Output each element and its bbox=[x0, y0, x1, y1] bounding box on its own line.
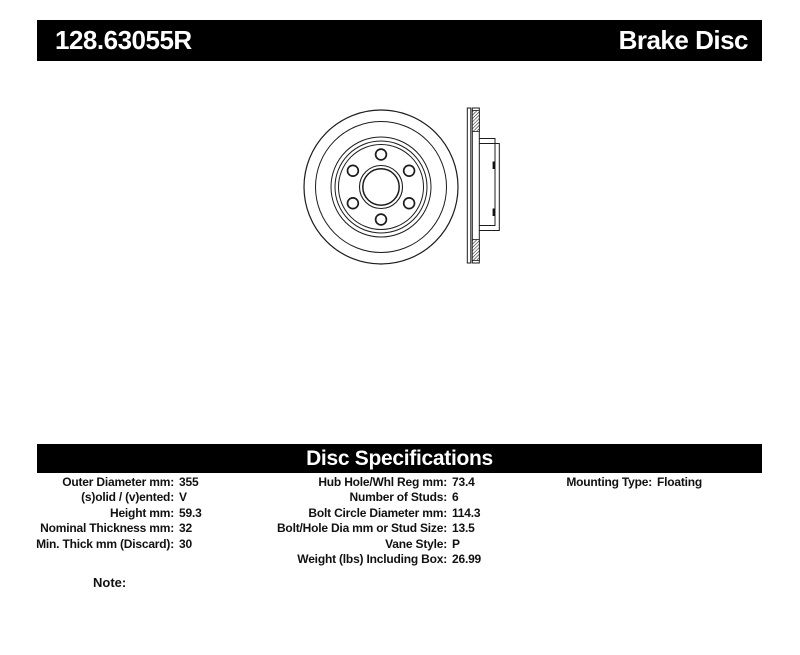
spec-value: 30 bbox=[179, 536, 192, 551]
spec-value: 6 bbox=[452, 490, 459, 505]
spec-row bbox=[0, 505, 202, 521]
stud-holes bbox=[348, 149, 415, 225]
spec-label: Min. Thick mm (Discard): bbox=[36, 536, 174, 551]
spec-row bbox=[0, 490, 202, 506]
spec-label: Mounting Type: bbox=[566, 474, 652, 489]
spec-row bbox=[260, 490, 481, 506]
spec-row bbox=[260, 521, 481, 537]
spec-value: 73.4 bbox=[452, 474, 475, 489]
spec-section-title: Disc Specifications bbox=[306, 446, 493, 470]
spec-row bbox=[260, 474, 481, 490]
spec-column-right bbox=[480, 474, 702, 490]
spec-value: V bbox=[179, 490, 187, 505]
note-label: Note: bbox=[93, 575, 127, 590]
spec-row bbox=[260, 505, 481, 521]
spec-row bbox=[0, 521, 202, 537]
spec-label: (s)olid / (v)ented: bbox=[81, 490, 174, 505]
spec-value: 13.5 bbox=[452, 521, 475, 536]
spec-row bbox=[0, 536, 202, 552]
brake-disc-cross-section bbox=[467, 108, 499, 263]
spec-label: Hub Hole/Whl Reg mm: bbox=[318, 474, 447, 489]
spec-label: Vane Style: bbox=[385, 536, 447, 551]
product-type: Brake Disc bbox=[618, 25, 748, 55]
spec-label: Bolt/Hole Dia mm or Stud Size: bbox=[276, 521, 447, 536]
spec-label: Bolt Circle Diameter mm: bbox=[308, 505, 447, 520]
spec-value: 26.99 bbox=[452, 552, 482, 567]
spec-label: Weight (lbs) Including Box: bbox=[297, 552, 447, 567]
spec-label: Height mm: bbox=[109, 505, 174, 520]
spec-column-left bbox=[0, 474, 202, 552]
spec-value: 59.3 bbox=[179, 505, 202, 520]
spec-row bbox=[0, 474, 202, 490]
spec-column-middle bbox=[260, 474, 481, 567]
spec-row bbox=[480, 474, 702, 490]
spec-section-header bbox=[37, 444, 762, 473]
spec-value: Floating bbox=[657, 474, 703, 489]
spec-value: 355 bbox=[179, 474, 199, 489]
brake-disc-front-view bbox=[304, 110, 458, 264]
spec-label: Number of Studs: bbox=[349, 490, 447, 505]
part-number: 128.63055R bbox=[55, 25, 192, 55]
brake-disc-drawing bbox=[295, 100, 510, 275]
spec-row bbox=[260, 536, 481, 552]
spec-label: Outer Diameter mm: bbox=[62, 474, 174, 489]
spec-value: 32 bbox=[179, 521, 192, 536]
spec-row bbox=[260, 552, 481, 568]
spec-value: P bbox=[452, 536, 460, 551]
spec-label: Nominal Thickness mm: bbox=[40, 521, 174, 536]
spec-value: 114.3 bbox=[452, 505, 481, 520]
title-bar bbox=[37, 20, 762, 61]
